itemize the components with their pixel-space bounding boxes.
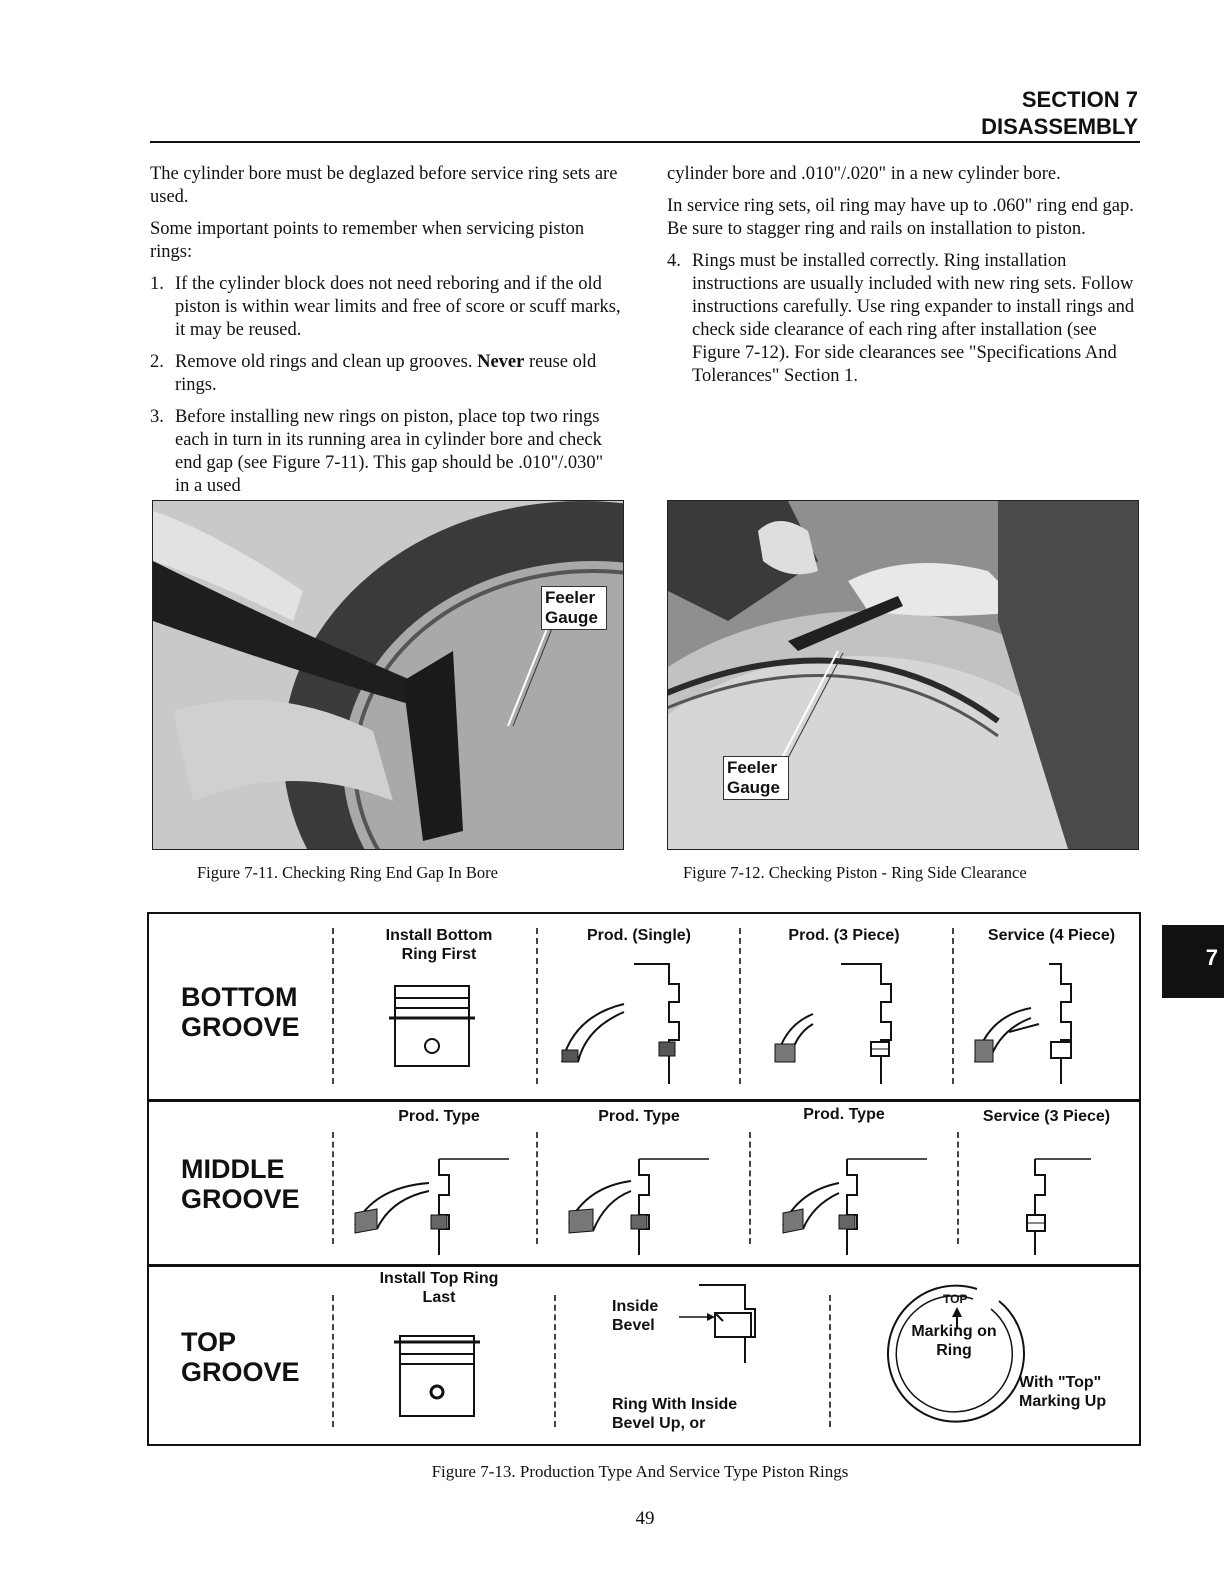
middle-prod-type-label: Prod. Type: [803, 1106, 885, 1123]
section-tab-number: 7: [1205, 945, 1218, 970]
prod-3-piece-label: Prod. (3 Piece): [788, 927, 900, 944]
install-bottom-label: Install Bottom Ring First: [385, 927, 493, 963]
top-mark-text: TOP: [943, 1292, 968, 1306]
inside-bevel-ring-icon: [659, 1279, 769, 1369]
figure-7-11-caption: Figure 7-11. Checking Ring End Gap In Bore: [197, 863, 498, 882]
service-3-piece-label: Service (3 Piece): [982, 1108, 1111, 1125]
paragraph-service-rings: In service ring sets, oil ring may have up to .060" ring end gap. Be sure to stagger ring and rails on installation to piston.: [667, 196, 1134, 239]
list-text: Rings must be installed correctly. Ring installation instructions are usually included with new ring sets. Follow instructions carefully. Use ring expander to install rings and check side clearance of each ring after installation (see Figure 7-12). For side clearances see "Specifications And Tolerances" Section 1.: [692, 251, 1135, 386]
ring-3-piece-icon: [761, 954, 936, 1089]
list-number: 3.: [150, 407, 164, 427]
paragraph-continued: cylinder bore and .010"/.020" in a new cylinder bore.: [667, 164, 1061, 184]
top-groove-label: TOP GROOVE: [181, 1327, 300, 1387]
column-divider: [554, 1295, 556, 1427]
photo-ring-end-gap-image: [153, 501, 623, 849]
section-tab: [1162, 925, 1224, 998]
photo-ring-end-gap: [152, 500, 624, 850]
list-number: 2.: [150, 352, 164, 372]
piston-icon: [394, 1332, 484, 1422]
install-top-label: Install Top Ring Last: [379, 1270, 499, 1306]
column-divider: [332, 1295, 334, 1427]
list-number: 4.: [667, 251, 681, 271]
photo-side-clearance: [667, 500, 1139, 850]
column-divider: [749, 1132, 751, 1244]
bevel-caption: Ring With Inside Bevel Up, or: [612, 1396, 738, 1432]
page-number: 49: [635, 1508, 655, 1529]
section-number: SECTION 7: [1021, 87, 1138, 112]
list-number: 1.: [150, 274, 164, 294]
list-text: Remove old rings and clean up grooves.: [175, 352, 478, 372]
list-item: [667, 250, 1139, 388]
right-column: [667, 163, 1139, 397]
bottom-groove-label: BOTTOM GROOVE: [181, 982, 300, 1042]
bottom-groove-section: [149, 914, 1139, 1099]
ring-middle-icon: [559, 1147, 739, 1257]
column-divider: [952, 928, 954, 1084]
ring-single-icon: [554, 954, 729, 1089]
list-item: [150, 406, 622, 498]
inside-bevel-label: Inside Bevel: [612, 1298, 659, 1334]
ring-middle-icon: [769, 1147, 949, 1257]
feeler-gauge-label: Feeler Gauge: [723, 756, 789, 800]
marking-on-ring-label: Marking on Ring: [911, 1323, 997, 1359]
top-groove-section: [149, 1264, 1139, 1447]
piston-icon: [389, 982, 479, 1072]
column-divider: [536, 1132, 538, 1244]
ring-middle-icon: [349, 1147, 529, 1257]
ring-service-3-piece-icon: [999, 1147, 1109, 1257]
middle-groove-section: [149, 1099, 1139, 1267]
prod-single-label: Prod. (Single): [587, 927, 691, 944]
column-divider: [332, 1132, 334, 1244]
list-item: [150, 273, 622, 342]
list-emphasis: Never: [477, 352, 525, 372]
middle-prod-type-label: Prod. Type: [598, 1108, 680, 1125]
feeler-gauge-label: Feeler Gauge: [541, 586, 607, 630]
ring-4-piece-icon: [969, 954, 1139, 1089]
list-text: If the cylinder block does not need reboring and if the old piston is within wear limits and free of score or scuff marks, it may be reused.: [175, 274, 621, 340]
list-item: [150, 351, 622, 397]
figure-7-12-caption: Figure 7-12. Checking Piston - Ring Side Clearance: [683, 863, 1027, 882]
figure-7-13-caption: Figure 7-13. Production Type And Service Type Piston Rings: [431, 1462, 849, 1481]
column-divider: [739, 928, 741, 1084]
column-divider: [957, 1132, 959, 1244]
column-divider: [829, 1295, 831, 1427]
paragraph-points: Some important points to remember when servicing piston rings:: [150, 219, 585, 262]
service-4-piece-label: Service (4 Piece): [987, 927, 1116, 944]
column-divider: [332, 928, 334, 1084]
top-marking-caption: With "Top" Marking Up: [1019, 1374, 1107, 1410]
middle-groove-label: MIDDLE GROOVE: [181, 1154, 300, 1214]
column-divider: [536, 928, 538, 1084]
piston-rings-diagram: [147, 912, 1141, 1446]
paragraph-deglaze: The cylinder bore must be deglazed before service ring sets are used.: [150, 164, 618, 207]
left-column: [150, 163, 622, 507]
section-header: [981, 86, 1138, 140]
list-text-rest: reuse old rings.: [175, 352, 597, 395]
middle-prod-type-label: Prod. Type: [398, 1108, 480, 1125]
list-text: Before installing new rings on piston, place top two rings each in turn in its running area in cylinder bore and check end gap (see Figure 7-11). This gap should be .010"/.030" in a used: [175, 407, 604, 496]
section-title: DISASSEMBLY: [981, 114, 1138, 139]
header-rule: [150, 141, 1140, 143]
